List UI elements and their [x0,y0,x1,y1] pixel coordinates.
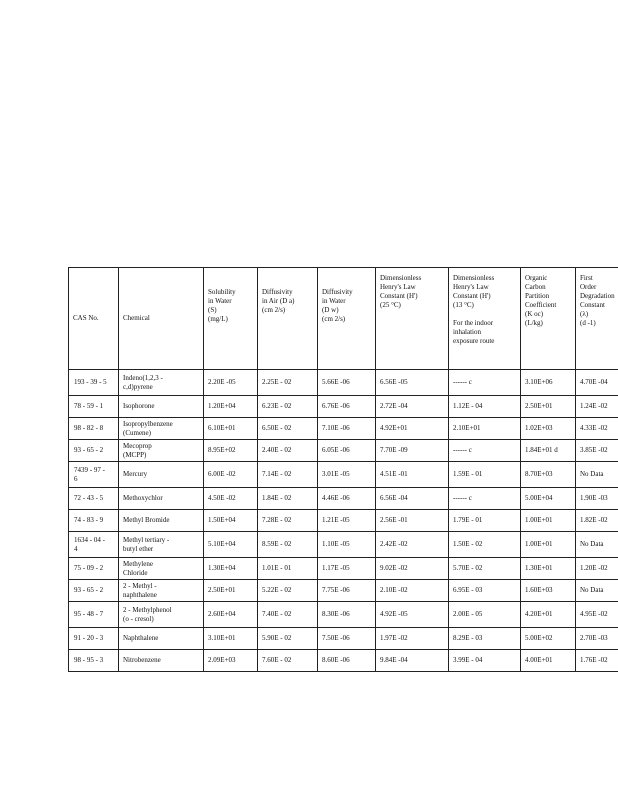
henry-13c-cell: ------ c [449,370,521,396]
chemical-cell: Isophorone [119,396,204,418]
table-row [69,488,618,510]
header-henrys-law-25c: Dimensionless Henry's Law Constant (H') (25 °C) [376,268,449,370]
henry-13c-cell: 2.00E - 05 [449,602,521,628]
henry-13c-cell: 6.95E - 03 [449,580,521,602]
henry-13c-cell: 1.79E - 01 [449,510,521,532]
table-row [69,558,618,580]
diffusivity-air-cell: 6.23E - 02 [258,396,318,418]
chemical-cell: Mercury [119,462,204,488]
chemical-cell: Methyl tertiary - butyl ether [119,532,204,558]
chemical-properties-table [68,267,618,672]
diffusivity-air-cell: 8.59E - 02 [258,532,318,558]
diffusivity-air-cell: 7.40E - 02 [258,602,318,628]
cas-cell: 95 - 48 - 7 [69,602,119,628]
koc-cell: 1.84E+01 d [521,440,576,462]
diffusivity-water-cell: 1.10E -05 [318,532,376,558]
solubility-cell: 2.60E+04 [204,602,258,628]
solubility-cell: 3.10E+01 [204,628,258,650]
header-solubility: Solubility in Water (S) (mg/L) [204,268,258,370]
degradation-cell: 1.76E -02 [576,650,618,672]
cas-cell: 91 - 20 - 3 [69,628,119,650]
degradation-cell: No Data [576,462,618,488]
degradation-cell: 1.90E -03 [576,488,618,510]
henry-25c-cell: 4.92E+01 [376,418,449,440]
diffusivity-water-cell: 6.05E -06 [318,440,376,462]
koc-cell: 1.02E+03 [521,418,576,440]
diffusivity-water-cell: 1.21E -05 [318,510,376,532]
chemical-cell: 2 - Methylphenol (o - cresol) [119,602,204,628]
diffusivity-water-cell: 7.75E -06 [318,580,376,602]
solubility-cell: 6.00E -02 [204,462,258,488]
chemical-properties-table-container [68,267,618,672]
header-henrys-law-13c: Dimensionless Henry's Law Constant (H') (13 °C) For the indoor inhalation exposure route [449,268,521,370]
henry-25c-cell: 9.02E -02 [376,558,449,580]
diffusivity-air-cell: 5.22E - 02 [258,580,318,602]
koc-cell: 5.00E+04 [521,488,576,510]
table-row [69,532,618,558]
table-row [69,370,618,396]
diffusivity-air-cell: 7.14E - 02 [258,462,318,488]
table-row [69,602,618,628]
henry-13c-cell: 3.99E - 04 [449,650,521,672]
solubility-cell: 1.20E+04 [204,396,258,418]
diffusivity-air-cell: 7.60E - 02 [258,650,318,672]
chemical-cell: Mecoprop (MCPP) [119,440,204,462]
degradation-cell: 1.24E -02 [576,396,618,418]
cas-cell: 93 - 65 - 2 [69,580,119,602]
henry-13c-cell: 8.29E - 03 [449,628,521,650]
henry-25c-cell: 9.84E -04 [376,650,449,672]
solubility-cell: 4.50E -02 [204,488,258,510]
header-degradation-constant: First Order Degradation Constant (λ) (d -1) [576,268,618,370]
chemical-cell: Methylene Chloride [119,558,204,580]
diffusivity-air-cell: 1.84E - 02 [258,488,318,510]
diffusivity-water-cell: 5.66E -06 [318,370,376,396]
henry-25c-cell: 2.56E -01 [376,510,449,532]
cas-cell: 98 - 82 - 8 [69,418,119,440]
henry-13c-cell: ------ c [449,440,521,462]
henry-13c-cell: 2.10E+01 [449,418,521,440]
henry-13c-cell: ------ c [449,488,521,510]
table-row [69,580,618,602]
henry-25c-cell: 6.56E -05 [376,370,449,396]
cas-cell: 98 - 95 - 3 [69,650,119,672]
degradation-cell: No Data [576,532,618,558]
cas-cell: 74 - 83 - 9 [69,510,119,532]
table-row [69,628,618,650]
solubility-cell: 8.95E+02 [204,440,258,462]
diffusivity-water-cell: 3.01E -05 [318,462,376,488]
diffusivity-water-cell: 7.50E -06 [318,628,376,650]
header-chemical: Chemical [119,268,204,370]
cas-cell: 78 - 59 - 1 [69,396,119,418]
koc-cell: 1.00E+01 [521,532,576,558]
solubility-cell: 2.50E+01 [204,580,258,602]
degradation-cell: 4.70E -04 [576,370,618,396]
diffusivity-air-cell: 1.01E - 01 [258,558,318,580]
cas-cell: 193 - 39 - 5 [69,370,119,396]
chemical-cell: Indeno(1,2,3 - c,d)pyrene [119,370,204,396]
diffusivity-air-cell: 2.25E - 02 [258,370,318,396]
henry-25c-cell: 4.92E -05 [376,602,449,628]
henry-25c-cell: 1.97E -02 [376,628,449,650]
degradation-cell: 3.85E -02 [576,440,618,462]
header-cas-no: CAS No. [69,268,119,370]
solubility-cell: 5.10E+04 [204,532,258,558]
koc-cell: 2.50E+01 [521,396,576,418]
chemical-cell: Isopropylbenzene (Cumene) [119,418,204,440]
diffusivity-air-cell: 5.90E - 02 [258,628,318,650]
header-koc: Organic Carbon Partition Coefficient (K oc) (L/kg) [521,268,576,370]
degradation-cell: 1.82E -02 [576,510,618,532]
table-row [69,418,618,440]
henry-25c-cell: 6.56E -04 [376,488,449,510]
degradation-cell: No Data [576,580,618,602]
diffusivity-water-cell: 8.60E -06 [318,650,376,672]
diffusivity-water-cell: 8.30E -06 [318,602,376,628]
koc-cell: 1.60E+03 [521,580,576,602]
diffusivity-air-cell: 7.28E - 02 [258,510,318,532]
koc-cell: 4.00E+01 [521,650,576,672]
henry-25c-cell: 2.72E -04 [376,396,449,418]
table-row [69,650,618,672]
chemical-cell: 2 - Methyl - naphthalene [119,580,204,602]
diffusivity-water-cell: 1.17E -05 [318,558,376,580]
degradation-cell: 1.20E -02 [576,558,618,580]
koc-cell: 5.00E+02 [521,628,576,650]
cas-cell: 93 - 65 - 2 [69,440,119,462]
koc-cell: 1.00E+01 [521,510,576,532]
chemical-cell: Naphthalene [119,628,204,650]
solubility-cell: 2.09E+03 [204,650,258,672]
henry-13c-cell: 1.12E - 04 [449,396,521,418]
koc-cell: 4.20E+01 [521,602,576,628]
diffusivity-air-cell: 6.50E - 02 [258,418,318,440]
solubility-cell: 1.50E+04 [204,510,258,532]
header-row [69,268,618,370]
henry-25c-cell: 7.70E -09 [376,440,449,462]
cas-cell: 7439 - 97 - 6 [69,462,119,488]
cas-cell: 1634 - 04 - 4 [69,532,119,558]
koc-cell: 1.30E+01 [521,558,576,580]
henry-25c-cell: 2.10E -02 [376,580,449,602]
diffusivity-air-cell: 2.40E - 02 [258,440,318,462]
table-row [69,396,618,418]
degradation-cell: 2.70E -03 [576,628,618,650]
diffusivity-water-cell: 4.46E -06 [318,488,376,510]
degradation-cell: 4.33E -02 [576,418,618,440]
koc-cell: 8.70E+03 [521,462,576,488]
table-row [69,462,618,488]
diffusivity-water-cell: 6.76E -06 [318,396,376,418]
header-diffusivity-water: Diffusivity in Water (D w) (cm 2/s) [318,268,376,370]
solubility-cell: 1.30E+04 [204,558,258,580]
henry-13c-cell: 1.50E - 02 [449,532,521,558]
henry-25c-cell: 4.51E -01 [376,462,449,488]
henry-13c-cell: 5.70E - 02 [449,558,521,580]
chemical-cell: Methyl Bromide [119,510,204,532]
chemical-cell: Nitrobenzene [119,650,204,672]
degradation-cell: 4.95E -02 [576,602,618,628]
solubility-cell: 6.10E+01 [204,418,258,440]
chemical-cell: Methoxychlor [119,488,204,510]
header-diffusivity-air: Diffusivity in Air (D a) (cm 2/s) [258,268,318,370]
cas-cell: 75 - 09 - 2 [69,558,119,580]
henry-25c-cell: 2.42E -02 [376,532,449,558]
table-row [69,510,618,532]
henry-13c-cell: 1.59E - 01 [449,462,521,488]
koc-cell: 3.10E+06 [521,370,576,396]
solubility-cell: 2.20E -05 [204,370,258,396]
cas-cell: 72 - 43 - 5 [69,488,119,510]
diffusivity-water-cell: 7.10E -06 [318,418,376,440]
table-row [69,440,618,462]
